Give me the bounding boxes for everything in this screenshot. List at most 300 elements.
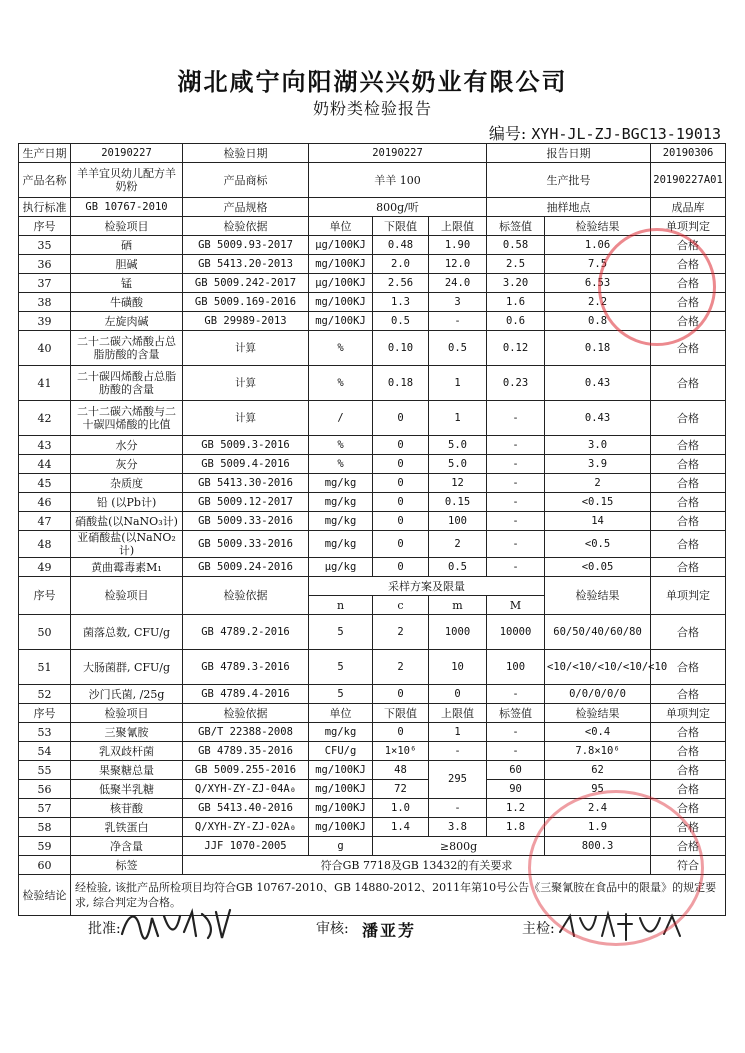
test-item: 乳双歧杆菌 bbox=[71, 742, 183, 761]
column-header: 检验依据 bbox=[183, 704, 309, 723]
test-item: 核苷酸 bbox=[71, 799, 183, 818]
row-number: 53 bbox=[19, 723, 71, 742]
row-number: 38 bbox=[19, 293, 71, 312]
label-value: 0.12 bbox=[487, 331, 545, 366]
lower-limit: 0 bbox=[373, 512, 429, 531]
row-number: 52 bbox=[19, 685, 71, 704]
plan-value: 10000 bbox=[487, 615, 545, 650]
trademark-label: 产品商标 bbox=[183, 163, 309, 198]
unit-cell: mg/kg bbox=[309, 512, 373, 531]
plan-value: 0 bbox=[373, 685, 429, 704]
report-title: 奶粉类检验报告 bbox=[312, 99, 432, 118]
test-result: 2.2 bbox=[545, 293, 651, 312]
test-item: 硝酸盐(以NaNO₃计) bbox=[71, 512, 183, 531]
test-item: 二十二碳六烯酸占总脂肪酸的含量 bbox=[71, 331, 183, 366]
test-item: 杂质度 bbox=[71, 474, 183, 493]
judgement: 合格 bbox=[651, 837, 726, 856]
judgement: 合格 bbox=[651, 799, 726, 818]
test-basis: GB 4789.4-2016 bbox=[183, 685, 309, 704]
row-number: 36 bbox=[19, 255, 71, 274]
upper-limit: 12 bbox=[429, 474, 487, 493]
judgement: 合格 bbox=[651, 236, 726, 255]
unit-cell: mg/100KJ bbox=[309, 799, 373, 818]
test-item: 二十二碳六烯酸与二十碳四烯酸的比值 bbox=[71, 401, 183, 436]
table-row bbox=[19, 493, 726, 512]
test-basis: GB 29989-2013 bbox=[183, 312, 309, 331]
upper-limit: 24.0 bbox=[429, 274, 487, 293]
batch-label: 生产批号 bbox=[487, 163, 651, 198]
label-value: 1.6 bbox=[487, 293, 545, 312]
test-result: 0.18 bbox=[545, 331, 651, 366]
table-row bbox=[19, 401, 726, 436]
plan-subheader: n bbox=[309, 596, 373, 615]
row-number: 50 bbox=[19, 615, 71, 650]
lower-limit: 0.10 bbox=[373, 331, 429, 366]
column-header: 检验结果 bbox=[545, 577, 651, 615]
row-number: 40 bbox=[19, 331, 71, 366]
test-result: 7.8×10⁶ bbox=[545, 742, 651, 761]
test-result: 0/0/0/0/0 bbox=[545, 685, 651, 704]
column-header: 检验依据 bbox=[183, 217, 309, 236]
label-requirement: 符合GB 7718及GB 13432的有关要求 bbox=[183, 856, 651, 875]
test-result: 0.43 bbox=[545, 366, 651, 401]
judgement: 合格 bbox=[651, 474, 726, 493]
unit-cell: % bbox=[309, 455, 373, 474]
label-value: 0.23 bbox=[487, 366, 545, 401]
test-date-label: 检验日期 bbox=[183, 144, 309, 163]
row-number: 41 bbox=[19, 366, 71, 401]
test-basis: 计算 bbox=[183, 401, 309, 436]
row-number: 49 bbox=[19, 558, 71, 577]
info-row-2 bbox=[19, 163, 726, 198]
row-number: 56 bbox=[19, 780, 71, 799]
upper-limit: 100 bbox=[429, 512, 487, 531]
test-item: 乳铁蛋白 bbox=[71, 818, 183, 837]
test-result: 0.43 bbox=[545, 401, 651, 436]
label-value: 0.6 bbox=[487, 312, 545, 331]
standard-value: GB 10767-2010 bbox=[71, 198, 183, 217]
judgement: 合格 bbox=[651, 312, 726, 331]
plan-value: 2 bbox=[373, 615, 429, 650]
plan-value: 2 bbox=[373, 650, 429, 685]
table-row bbox=[19, 474, 726, 493]
upper-limit: 1 bbox=[429, 723, 487, 742]
prod-date-value: 20190227 bbox=[71, 144, 183, 163]
test-label: 主检: bbox=[522, 921, 555, 937]
test-result: <0.4 bbox=[545, 723, 651, 742]
row-number: 55 bbox=[19, 761, 71, 780]
unit-cell: mg/100KJ bbox=[309, 312, 373, 331]
test-item: 标签 bbox=[71, 856, 183, 875]
lower-limit: 0 bbox=[373, 455, 429, 474]
test-item: 亚硝酸盐(以NaNO₂计) bbox=[71, 531, 183, 558]
table-header-row bbox=[19, 217, 726, 236]
test-result: 1.9 bbox=[545, 818, 651, 837]
conclusion-text: 经检验, 该批产品所检项目均符合GB 10767-2010、GB 14880-2012、2011年第10号公告《三聚氰胺在食品中的限量》的规定要求, 综合判定为合格。 bbox=[71, 875, 726, 916]
test-item: 左旋肉碱 bbox=[71, 312, 183, 331]
unit-cell: mg/100KJ bbox=[309, 780, 373, 799]
test-result: 95 bbox=[545, 780, 651, 799]
label-value: - bbox=[487, 512, 545, 531]
column-header: 序号 bbox=[19, 704, 71, 723]
test-result: 0.8 bbox=[545, 312, 651, 331]
row-number: 48 bbox=[19, 531, 71, 558]
test-basis: GB 5413.40-2016 bbox=[183, 799, 309, 818]
unit-cell: mg/100KJ bbox=[309, 761, 373, 780]
label-value: - bbox=[487, 531, 545, 558]
test-item: 牛磺酸 bbox=[71, 293, 183, 312]
judgement: 合格 bbox=[651, 650, 726, 685]
lower-limit: 0.18 bbox=[373, 366, 429, 401]
column-header: 上限值 bbox=[429, 217, 487, 236]
plan-value: 0 bbox=[429, 685, 487, 704]
upper-limit: 5.0 bbox=[429, 436, 487, 455]
upper-limit: 1.90 bbox=[429, 236, 487, 255]
batch-value: 20190227A01 bbox=[651, 163, 726, 198]
lower-limit: 48 bbox=[373, 761, 429, 780]
column-header: 单项判定 bbox=[651, 577, 726, 615]
judgement: 合格 bbox=[651, 761, 726, 780]
lower-limit: 2.56 bbox=[373, 274, 429, 293]
column-header: 下限值 bbox=[373, 217, 429, 236]
sampling-label: 抽样地点 bbox=[487, 198, 651, 217]
test-item: 锰 bbox=[71, 274, 183, 293]
lower-limit: 0 bbox=[373, 493, 429, 512]
label-value: - bbox=[487, 455, 545, 474]
judgement: 合格 bbox=[651, 255, 726, 274]
upper-limit: 0.5 bbox=[429, 558, 487, 577]
table-row bbox=[19, 742, 726, 761]
info-row-1 bbox=[19, 144, 726, 163]
unit-cell: % bbox=[309, 366, 373, 401]
table-row bbox=[19, 366, 726, 401]
test-result: 2 bbox=[545, 474, 651, 493]
test-result: <0.15 bbox=[545, 493, 651, 512]
table-row bbox=[19, 558, 726, 577]
judgement: 合格 bbox=[651, 274, 726, 293]
table-row bbox=[19, 685, 726, 704]
upper-limit: 1 bbox=[429, 366, 487, 401]
column-header: 序号 bbox=[19, 217, 71, 236]
column-header: 检验依据 bbox=[183, 577, 309, 615]
unit-cell: mg/100KJ bbox=[309, 818, 373, 837]
test-result: 800.3 bbox=[545, 837, 651, 856]
column-header: 检验项目 bbox=[71, 704, 183, 723]
label-value: - bbox=[487, 558, 545, 577]
test-result: 6.53 bbox=[545, 274, 651, 293]
test-basis: Q/XYH-ZY-ZJ-02A₀ bbox=[183, 818, 309, 837]
plan-value: 1000 bbox=[429, 615, 487, 650]
test-basis: GB 5009.242-2017 bbox=[183, 274, 309, 293]
unit-cell: mg/kg bbox=[309, 493, 373, 512]
company-seal-top bbox=[598, 228, 716, 346]
lower-limit: 1.3 bbox=[373, 293, 429, 312]
info-row-3 bbox=[19, 198, 726, 217]
unit-cell: % bbox=[309, 331, 373, 366]
row-number: 47 bbox=[19, 512, 71, 531]
label-value: 60 bbox=[487, 761, 545, 780]
test-result: 2.4 bbox=[545, 799, 651, 818]
column-header: 上限值 bbox=[429, 704, 487, 723]
test-basis: GB 5009.12-2017 bbox=[183, 493, 309, 512]
table-row bbox=[19, 723, 726, 742]
row-number: 43 bbox=[19, 436, 71, 455]
unit-cell: mg/kg bbox=[309, 474, 373, 493]
test-item: 灰分 bbox=[71, 455, 183, 474]
test-result: 14 bbox=[545, 512, 651, 531]
label-value: - bbox=[487, 436, 545, 455]
judgement: 合格 bbox=[651, 512, 726, 531]
test-basis: GB 5009.33-2016 bbox=[183, 531, 309, 558]
plan-value: - bbox=[487, 685, 545, 704]
column-header: 检验结果 bbox=[545, 217, 651, 236]
column-header: 检验结果 bbox=[545, 704, 651, 723]
test-item: 水分 bbox=[71, 436, 183, 455]
plan-value: 100 bbox=[487, 650, 545, 685]
row-number: 46 bbox=[19, 493, 71, 512]
judgement: 合格 bbox=[651, 366, 726, 401]
test-basis: 计算 bbox=[183, 331, 309, 366]
lower-limit: 0 bbox=[373, 474, 429, 493]
judgement: 合格 bbox=[651, 401, 726, 436]
plan-value: 5 bbox=[309, 685, 373, 704]
test-item: 二十碳四烯酸占总脂肪酸的含量 bbox=[71, 366, 183, 401]
upper-limit-shared: 295 bbox=[429, 761, 487, 799]
unit-cell: % bbox=[309, 436, 373, 455]
unit-cell: mg/100KJ bbox=[309, 293, 373, 312]
company-name: 湖北咸宁向阳湖兴兴奶业有限公司 bbox=[177, 67, 568, 96]
column-header: 序号 bbox=[19, 577, 71, 615]
serial-value: XYH-JL-ZJ-BGC13-19013 bbox=[531, 125, 721, 143]
plan-value: 10 bbox=[429, 650, 487, 685]
unit-cell: μg/100KJ bbox=[309, 274, 373, 293]
column-header: 标签值 bbox=[487, 217, 545, 236]
judgement: 合格 bbox=[651, 331, 726, 366]
test-basis: GB/T 22388-2008 bbox=[183, 723, 309, 742]
test-result: 62 bbox=[545, 761, 651, 780]
test-basis: GB 5413.20-2013 bbox=[183, 255, 309, 274]
test-basis: GB 4789.35-2016 bbox=[183, 742, 309, 761]
column-header: 检验项目 bbox=[71, 217, 183, 236]
trademark-value: 羊羊 100 bbox=[309, 163, 487, 198]
sampling-plan-header: 采样方案及限量 bbox=[309, 577, 545, 596]
label-value: 3.20 bbox=[487, 274, 545, 293]
table-header-row bbox=[19, 704, 726, 723]
unit-cell: μg/100KJ bbox=[309, 236, 373, 255]
conclusion-label: 检验结论 bbox=[19, 875, 71, 916]
judgement: 合格 bbox=[651, 818, 726, 837]
row-number: 45 bbox=[19, 474, 71, 493]
lower-limit: 0.48 bbox=[373, 236, 429, 255]
test-item: 大肠菌群, CFU/g bbox=[71, 650, 183, 685]
plan-subheader: M bbox=[487, 596, 545, 615]
upper-limit: 1 bbox=[429, 401, 487, 436]
test-basis: GB 5009.169-2016 bbox=[183, 293, 309, 312]
test-item: 净含量 bbox=[71, 837, 183, 856]
test-item: 黄曲霉毒素M₁ bbox=[71, 558, 183, 577]
row-number: 51 bbox=[19, 650, 71, 685]
upper-limit: 5.0 bbox=[429, 455, 487, 474]
row-number: 60 bbox=[19, 856, 71, 875]
reviewer-name: 潘亚芳 bbox=[362, 921, 417, 940]
test-result: 3.0 bbox=[545, 436, 651, 455]
lower-limit: 0 bbox=[373, 531, 429, 558]
table-row bbox=[19, 331, 726, 366]
test-basis: GB 5009.3-2016 bbox=[183, 436, 309, 455]
label-value: - bbox=[487, 742, 545, 761]
judgement: 合格 bbox=[651, 293, 726, 312]
lower-limit: 2.0 bbox=[373, 255, 429, 274]
approver-signature bbox=[118, 904, 238, 944]
micro-header-row bbox=[19, 577, 726, 596]
test-basis: GB 5009.24-2016 bbox=[183, 558, 309, 577]
lower-limit: 0 bbox=[373, 436, 429, 455]
unit-cell: μg/kg bbox=[309, 558, 373, 577]
serial-label: 编号: bbox=[488, 124, 527, 143]
test-basis: GB 4789.3-2016 bbox=[183, 650, 309, 685]
limit-value: ≥800g bbox=[373, 837, 545, 856]
test-basis: JJF 1070-2005 bbox=[183, 837, 309, 856]
upper-limit: 0.5 bbox=[429, 331, 487, 366]
lower-limit: 1×10⁶ bbox=[373, 742, 429, 761]
judgement: 合格 bbox=[651, 723, 726, 742]
unit-cell: / bbox=[309, 401, 373, 436]
test-item: 三聚氰胺 bbox=[71, 723, 183, 742]
test-basis: GB 4789.2-2016 bbox=[183, 615, 309, 650]
row-number: 42 bbox=[19, 401, 71, 436]
plan-subheader: m bbox=[429, 596, 487, 615]
judgement: 合格 bbox=[651, 455, 726, 474]
upper-limit: 3.8 bbox=[429, 818, 487, 837]
product-name-value: 羊羊宜贝幼儿配方羊奶粉 bbox=[71, 163, 183, 198]
lower-limit: 0 bbox=[373, 558, 429, 577]
upper-limit: - bbox=[429, 799, 487, 818]
judgement: 合格 bbox=[651, 742, 726, 761]
column-header: 标签值 bbox=[487, 704, 545, 723]
test-basis: GB 5009.93-2017 bbox=[183, 236, 309, 255]
approve-label: 批准: bbox=[88, 921, 121, 937]
prod-date-label: 生产日期 bbox=[19, 144, 71, 163]
upper-limit: 3 bbox=[429, 293, 487, 312]
test-result: 3.9 bbox=[545, 455, 651, 474]
report-serial bbox=[489, 121, 721, 144]
row-number: 35 bbox=[19, 236, 71, 255]
row-number: 54 bbox=[19, 742, 71, 761]
judgement: 合格 bbox=[651, 436, 726, 455]
label-value: 90 bbox=[487, 780, 545, 799]
lower-limit: 1.0 bbox=[373, 799, 429, 818]
table-row bbox=[19, 650, 726, 685]
lower-limit: 0 bbox=[373, 401, 429, 436]
standard-label: 执行标准 bbox=[19, 198, 71, 217]
lower-limit: 72 bbox=[373, 780, 429, 799]
row-number: 37 bbox=[19, 274, 71, 293]
review-label: 审核: bbox=[316, 921, 349, 937]
judgement: 合格 bbox=[651, 685, 726, 704]
test-basis: 计算 bbox=[183, 366, 309, 401]
test-result: <0.05 bbox=[545, 558, 651, 577]
judgement: 符合 bbox=[651, 856, 726, 875]
report-date-label: 报告日期 bbox=[487, 144, 651, 163]
row-number: 58 bbox=[19, 818, 71, 837]
table-row bbox=[19, 512, 726, 531]
lower-limit: 0.5 bbox=[373, 312, 429, 331]
judgement: 合格 bbox=[651, 615, 726, 650]
column-header: 单项判定 bbox=[651, 704, 726, 723]
test-item: 菌落总数, CFU/g bbox=[71, 615, 183, 650]
unit-cell: CFU/g bbox=[309, 742, 373, 761]
column-header: 下限值 bbox=[373, 704, 429, 723]
test-item: 果聚糖总量 bbox=[71, 761, 183, 780]
test-result: <10/<10/<10/<10/<10 bbox=[545, 650, 651, 685]
spec-label: 产品规格 bbox=[183, 198, 309, 217]
upper-limit: 2 bbox=[429, 531, 487, 558]
label-value: - bbox=[487, 474, 545, 493]
upper-limit: - bbox=[429, 742, 487, 761]
test-date-value: 20190227 bbox=[309, 144, 487, 163]
judgement: 合格 bbox=[651, 531, 726, 558]
test-item: 硒 bbox=[71, 236, 183, 255]
judgement: 合格 bbox=[651, 493, 726, 512]
spec-value: 800g/听 bbox=[309, 198, 487, 217]
test-result: 60/50/40/60/80 bbox=[545, 615, 651, 650]
test-item: 铅 (以Pb计) bbox=[71, 493, 183, 512]
row-number: 59 bbox=[19, 837, 71, 856]
company-seal-bottom bbox=[528, 790, 704, 946]
label-value: 2.5 bbox=[487, 255, 545, 274]
column-header: 单位 bbox=[309, 217, 373, 236]
row-number: 39 bbox=[19, 312, 71, 331]
lower-limit: 0 bbox=[373, 723, 429, 742]
unit-cell: mg/100KJ bbox=[309, 255, 373, 274]
lower-limit: 1.4 bbox=[373, 818, 429, 837]
plan-value: 5 bbox=[309, 615, 373, 650]
table-row bbox=[19, 531, 726, 558]
judgement: 合格 bbox=[651, 780, 726, 799]
column-header: 单项判定 bbox=[651, 217, 726, 236]
judgement: 合格 bbox=[651, 558, 726, 577]
upper-limit: 0.15 bbox=[429, 493, 487, 512]
table-row bbox=[19, 761, 726, 780]
test-basis: Q/XYH-ZY-ZJ-04A₀ bbox=[183, 780, 309, 799]
report-date-value: 20190306 bbox=[651, 144, 726, 163]
plan-value: 5 bbox=[309, 650, 373, 685]
column-header: 检验项目 bbox=[71, 577, 183, 615]
test-item: 沙门氏菌, /25g bbox=[71, 685, 183, 704]
test-item: 低聚半乳糖 bbox=[71, 780, 183, 799]
column-header: 单位 bbox=[309, 704, 373, 723]
upper-limit: - bbox=[429, 312, 487, 331]
table-row bbox=[19, 455, 726, 474]
unit-cell: mg/kg bbox=[309, 531, 373, 558]
label-value: - bbox=[487, 493, 545, 512]
test-item: 胆碱 bbox=[71, 255, 183, 274]
row-number: 57 bbox=[19, 799, 71, 818]
test-basis: GB 5009.255-2016 bbox=[183, 761, 309, 780]
unit-cell: g bbox=[309, 837, 373, 856]
product-name-label: 产品名称 bbox=[19, 163, 71, 198]
test-basis: GB 5413.30-2016 bbox=[183, 474, 309, 493]
label-value: 0.58 bbox=[487, 236, 545, 255]
test-basis: GB 5009.33-2016 bbox=[183, 512, 309, 531]
test-basis: GB 5009.4-2016 bbox=[183, 455, 309, 474]
test-result: <0.5 bbox=[545, 531, 651, 558]
table-row bbox=[19, 436, 726, 455]
unit-cell: mg/kg bbox=[309, 723, 373, 742]
plan-subheader: c bbox=[373, 596, 429, 615]
test-result: 1.06 bbox=[545, 236, 651, 255]
label-value: - bbox=[487, 401, 545, 436]
